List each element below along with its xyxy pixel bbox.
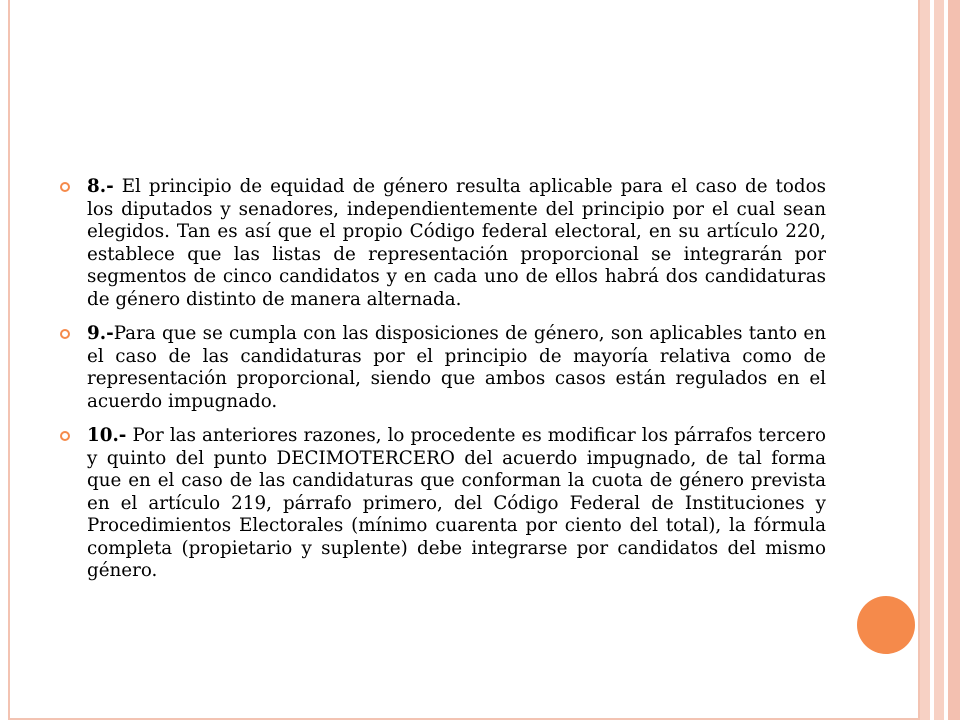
- bullet-item-10: [60, 425, 826, 583]
- decorative-stripe: [934, 0, 944, 720]
- bullet-circle-icon: [60, 431, 70, 441]
- bullet-number: 9.-: [87, 323, 114, 344]
- bullet-text: Para que se cumpla con las disposiciones de género, son aplicables tanto en el caso de las candidaturas por el principio de mayoría relativa como de representación proporcional, siendo que ambos casos están regulados en el acuerdo impugnado.: [87, 323, 826, 412]
- bullet-list: [60, 176, 826, 583]
- decorative-stripe: [920, 0, 930, 720]
- bullet-text: El principio de equidad de género resulta aplicable para el caso de todos los diputados y senadores, independientemente del principio por el cual sean elegidos. Tan es así que el propio Código federal electoral, en su artículo 220, establece que las listas de representación proporcional se integrarán por segmentos de cinco candidatos y en cada uno de ellos habrá dos candidaturas de género distinto de manera alternada.: [87, 176, 826, 310]
- bullet-number: 10.-: [87, 425, 127, 446]
- bullet-circle-icon: [60, 329, 70, 339]
- bullet-text: Por las anteriores razones, lo procedente es modificar los párrafos tercero y quinto del punto DECIMOTERCERO del acuerdo impugnado, de tal forma que en el caso de las candidaturas que conforman la cuota de género prevista en el artículo 219, párrafo primero, del Código Federal de Instituciones y Procedimientos Electorales (mínimo cuarenta por ciento del total), la fórmula completa (propietario y suplente) debe integrarse por candidatos del mismo género.: [87, 425, 826, 581]
- accent-circle-icon: [857, 596, 915, 654]
- decorative-stripe: [948, 0, 960, 720]
- slide-content: [60, 176, 826, 595]
- bullet-number: 8.-: [87, 176, 114, 197]
- bullet-item-8: [60, 176, 826, 311]
- bullet-circle-icon: [60, 182, 70, 192]
- bullet-item-9: [60, 323, 826, 413]
